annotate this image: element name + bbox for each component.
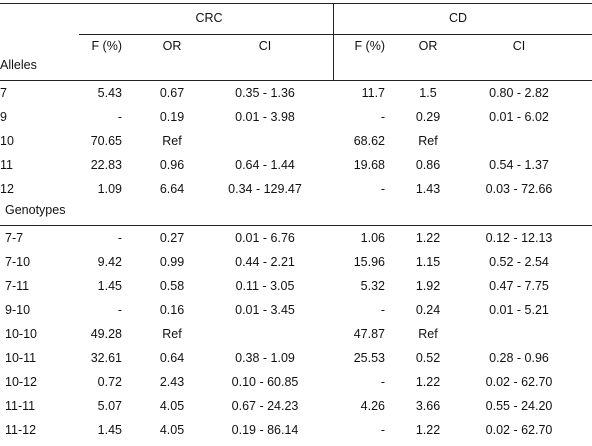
column-header-crc-ci: CI [258,39,272,53]
section-title: Genotypes [5,203,66,217]
crc-or-cell: 0.64 [159,351,185,365]
cd-or-cell: 1.22 [415,423,441,438]
cd-f-cell: 15.96 [353,254,385,269]
crc-or-cell: 0.19 [159,109,185,124]
section-rule [0,225,592,226]
crc-f-cell: 32.61 [90,351,122,365]
cd-or-cell: 0.24 [415,302,441,317]
crc-ci-cell: 0.44 - 2.21 [235,254,295,269]
row-label: 7-11 [5,278,30,293]
crc-or-cell: 0.99 [159,254,185,269]
section-title: Alleles [0,58,37,72]
row-label: 10 [0,133,14,148]
crc-f-cell: - [117,109,122,124]
crc-or-cell: 0.16 [159,302,185,317]
cd-ci-cell: 0.01 - 5.21 [489,302,549,317]
crc-ci-cell: 0.10 - 60.85 [231,375,299,390]
table-top-rule [0,3,592,4]
crc-ci-cell: 0.35 - 1.36 [235,85,295,100]
crc-ci-cell: 0.67 - 24.23 [231,399,299,414]
row-label: 7-7 [5,230,24,245]
row-label: 7 [0,85,7,100]
cd-ci-cell: 0.02 - 62.70 [485,375,553,390]
row-label: 10-12 [5,375,37,390]
cd-f-cell: - [380,302,385,317]
crc-or-cell: Ref [162,133,182,148]
crc-ci-cell: 0.19 - 86.14 [231,423,299,438]
crc-ci-cell: 0.64 - 1.44 [235,157,295,172]
group-header-rule [79,34,592,35]
cd-f-cell: 68.62 [353,133,385,148]
cd-or-cell: 1.22 [415,375,441,390]
group-header-crc: CRC [195,11,223,25]
cd-f-cell: 19.68 [353,157,385,172]
crc-f-cell: 5.07 [97,399,122,414]
row-label: 11 [0,157,13,172]
crc-ci-cell: 0.01 - 6.76 [235,230,295,245]
cd-ci-cell: 0.28 - 0.96 [489,351,549,365]
crc-or-cell: 4.05 [159,423,185,438]
crc-f-cell: - [117,302,122,317]
group-divider [333,3,334,80]
cd-f-cell: - [380,181,385,196]
crc-ci-cell: 0.11 - 3.05 [235,278,295,293]
crc-f-cell: 0.72 [97,375,122,390]
crc-f-cell: - [117,230,122,245]
crc-f-cell: 9.42 [97,254,122,269]
cd-f-cell: 25.53 [353,351,385,365]
cd-f-cell: - [380,109,385,124]
cd-or-cell: 0.52 [415,351,441,365]
row-label: 9-10 [5,302,31,317]
cd-or-cell: 3.66 [415,399,441,414]
cd-or-cell: 1.92 [415,278,441,293]
cd-ci-cell: 0.03 - 72.66 [485,181,553,196]
crc-or-cell: Ref [162,326,182,341]
cd-ci-cell: 0.47 - 7.75 [489,278,549,293]
cd-f-cell: 5.32 [360,278,385,293]
crc-or-cell: 4.05 [159,399,185,414]
column-header-cd-f: F (%) [354,39,385,53]
row-label: 11-11 [5,399,36,414]
crc-ci-cell: 0.34 - 129.47 [228,181,302,196]
crc-f-cell: 1.45 [97,278,122,293]
cd-f-cell: - [380,375,385,390]
crc-or-cell: 0.58 [159,278,185,293]
cd-f-cell: - [380,423,385,438]
cd-or-cell: Ref [418,326,438,341]
cd-or-cell: Ref [418,133,438,148]
cd-or-cell: 0.86 [415,157,441,172]
column-header-crc-f: F (%) [91,39,122,53]
cd-f-cell: 47.87 [353,326,385,341]
crc-or-cell: 2.43 [159,375,185,390]
crc-or-cell: 6.64 [159,181,185,196]
column-header-cd-ci: CI [512,39,526,53]
cd-ci-cell: 0.52 - 2.54 [489,254,549,269]
row-label: 10-11 [5,351,37,365]
cd-or-cell: 0.29 [415,109,441,124]
column-header-crc-or: OR [162,39,182,53]
crc-or-cell: 0.27 [159,230,185,245]
crc-f-cell: 1.09 [97,181,122,196]
crc-f-cell: 70.65 [90,133,122,148]
crc-or-cell: 0.96 [159,157,185,172]
crc-ci-cell: 0.38 - 1.09 [235,351,295,365]
cd-ci-cell: 0.02 - 62.70 [485,423,553,438]
cd-ci-cell: 0.12 - 12.13 [485,230,553,245]
cd-f-cell: 4.26 [360,399,385,414]
cd-or-cell: 1.5 [419,85,437,100]
crc-or-cell: 0.67 [159,85,185,100]
cd-ci-cell: 0.54 - 1.37 [489,157,549,172]
crc-f-cell: 49.28 [90,326,122,341]
cd-ci-cell: 0.55 - 24.20 [485,399,553,414]
row-label: 11-12 [5,423,37,438]
section-rule [0,80,592,81]
crc-f-cell: 1.45 [97,423,122,438]
row-label: 9 [0,109,7,124]
row-label: 12 [0,181,14,196]
cd-f-cell: 11.7 [361,85,385,100]
cd-or-cell: 1.22 [415,230,441,245]
column-header-cd-or: OR [418,39,438,53]
crc-f-cell: 5.43 [97,85,122,100]
crc-f-cell: 22.83 [90,157,122,172]
cd-or-cell: 1.43 [415,181,441,196]
group-header-cd: CD [448,11,468,25]
cd-f-cell: 1.06 [360,230,385,245]
crc-ci-cell: 0.01 - 3.98 [235,109,295,124]
cd-or-cell: 1.15 [415,254,441,269]
row-label: 10-10 [5,326,37,341]
row-label: 7-10 [5,254,31,269]
cd-ci-cell: 0.80 - 2.82 [489,85,549,100]
cd-ci-cell: 0.01 - 6.02 [489,109,549,124]
crc-ci-cell: 0.01 - 3.45 [235,302,295,317]
